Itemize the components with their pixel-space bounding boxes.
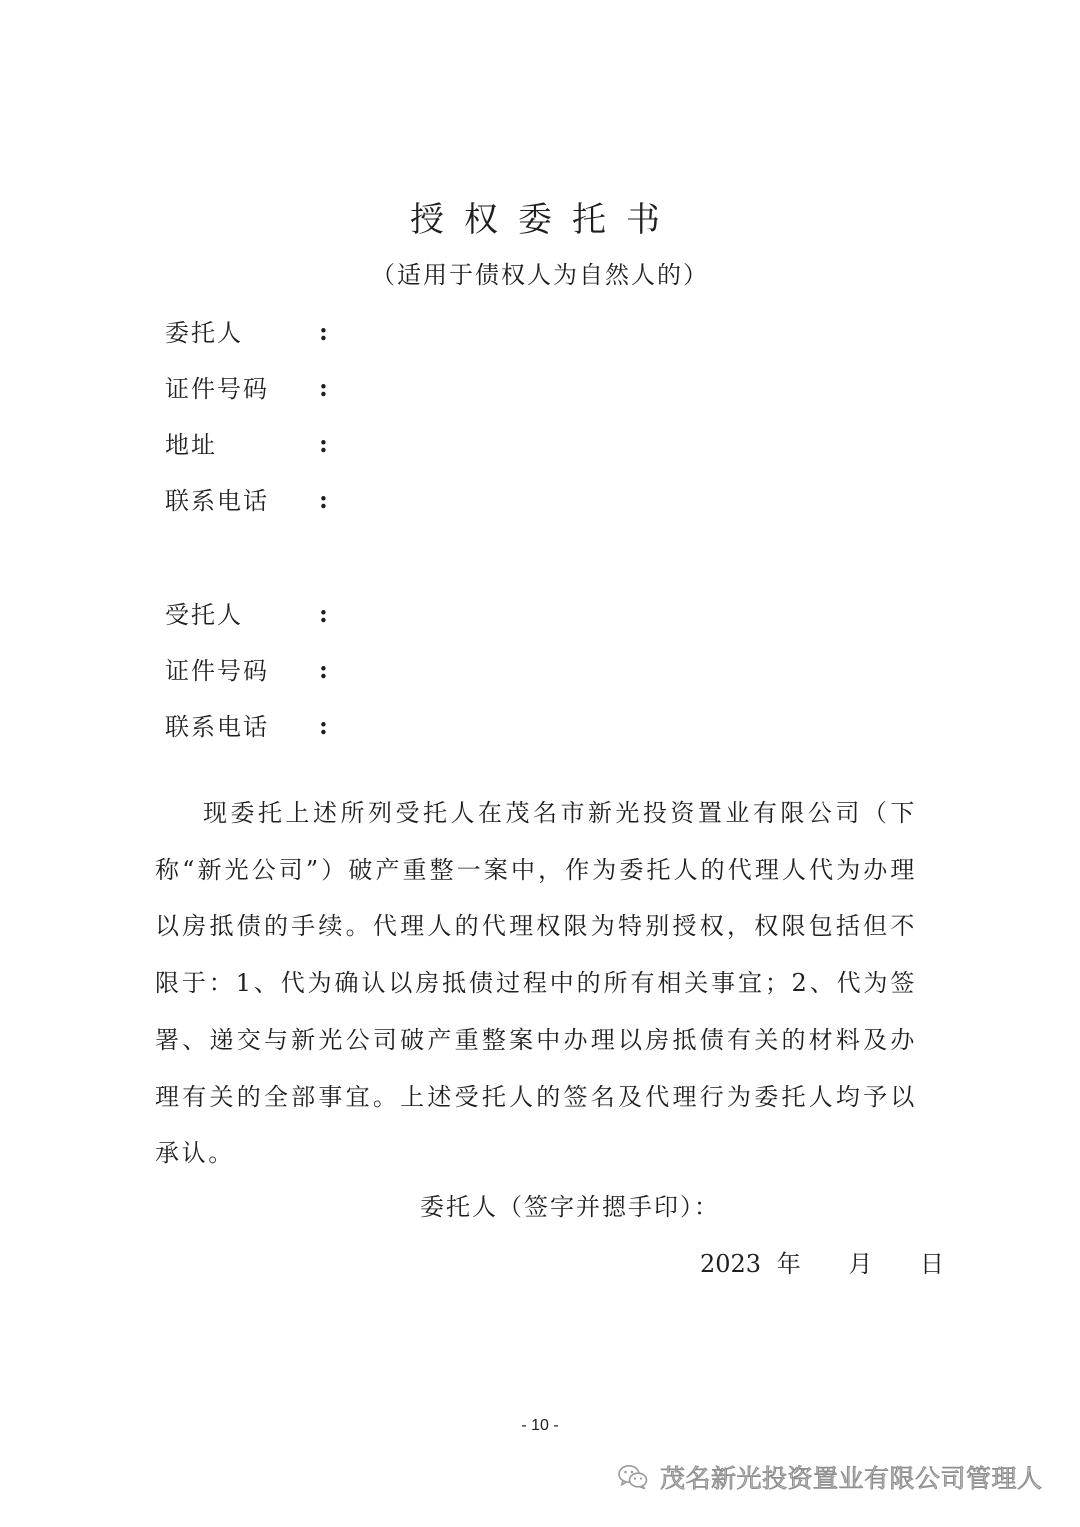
- field-label: 联系电话: [165, 487, 269, 515]
- field-label: 地址: [165, 431, 217, 459]
- date-line: [700, 1244, 944, 1279]
- field-colon: :: [319, 429, 330, 458]
- date-day-unit: 日: [920, 1250, 944, 1278]
- document-title: 授权委托书: [410, 200, 680, 240]
- field-label: 联系电话: [165, 713, 269, 741]
- document-subtitle: （适用于债权人为自然人的）: [371, 261, 709, 289]
- field-colon: :: [319, 373, 330, 402]
- date-year-unit: 年: [776, 1250, 801, 1278]
- field-colon: :: [319, 485, 330, 514]
- wechat-icon: [618, 1464, 648, 1490]
- signature-line: 委托人（签字并摁手印）：: [420, 1193, 720, 1221]
- date-year: 2023: [700, 1250, 762, 1278]
- field-colon: :: [319, 317, 330, 346]
- watermark-text: 茂名新光投资置业有限公司管理人: [660, 1464, 1043, 1493]
- field-colon: :: [319, 655, 330, 684]
- date-month-unit: 月: [848, 1250, 873, 1278]
- field-label: 证件号码: [165, 657, 269, 685]
- field-label: 受托人: [165, 601, 243, 629]
- field-label: 委托人: [165, 319, 243, 347]
- page-number: - 10 -: [521, 1417, 559, 1434]
- field-colon: :: [319, 711, 330, 740]
- authorization-body: 现委托上述所列受托人在茂名市新光投资置业有限公司（下称“新光公司”）破产重整一案中，作为委托人的代理人代为办理以房抵债的手续。代理人的代理权限为特别授权，权限包括但不限于：1、代为确认以房抵债过程中的所有相关事宜；2、代为签署、递交与新光公司破产重整案中办理以房抵债有关的材料及办理有关的全部事宜。上述受托人的签名及代理行为委托人均予以承认。: [155, 799, 917, 1168]
- field-colon: :: [319, 599, 330, 628]
- field-label: 证件号码: [165, 375, 269, 403]
- wechat-watermark: [618, 1457, 1043, 1497]
